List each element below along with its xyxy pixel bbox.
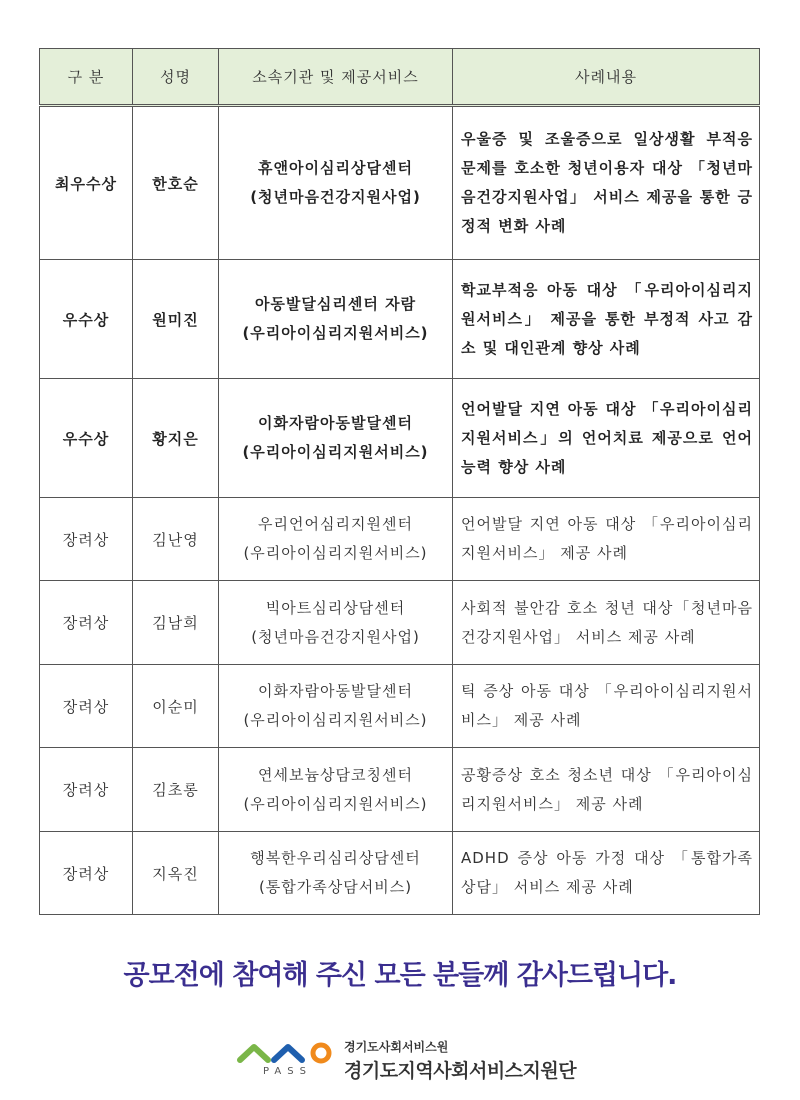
case-content: 틱 증상 아동 대상 「우리아이심리지원서비스」 제공 사례 bbox=[453, 665, 760, 748]
org-name: 휴앤아이심리상담센터 bbox=[258, 159, 413, 177]
org-service: (우리아이심리지원서비스) bbox=[243, 711, 428, 729]
org-name: 우리언어심리지원센터 bbox=[258, 515, 413, 533]
blue-chevron-icon bbox=[274, 1047, 302, 1060]
logo-pass-text: PASS bbox=[263, 1066, 312, 1077]
case-content: ADHD 증상 아동 가정 대상 「통합가족상담」 서비스 제공 사례 bbox=[453, 832, 760, 915]
table-row bbox=[40, 832, 760, 915]
award-category: 장려상 bbox=[40, 665, 133, 748]
table-row bbox=[40, 581, 760, 665]
org-cell bbox=[219, 379, 453, 498]
table-row bbox=[40, 260, 760, 379]
table-row bbox=[40, 498, 760, 581]
winner-name: 한호순 bbox=[133, 106, 219, 260]
org-service: (우리아이심리지원서비스) bbox=[243, 544, 428, 562]
case-content: 우울증 및 조울증으로 일상생활 부적응 문제를 호소한 청년이용자 대상 「청년마음건강지원사업」 서비스 제공을 통한 긍정적 변화 사례 bbox=[453, 106, 760, 260]
org-service: (우리아이심리지원서비스) bbox=[242, 324, 429, 342]
header-content: 사례내용 bbox=[453, 49, 760, 106]
winner-name: 황지은 bbox=[133, 379, 219, 498]
org-service: (우리아이심리지원서비스) bbox=[243, 794, 428, 813]
org-cell bbox=[219, 106, 453, 260]
awards-table bbox=[39, 48, 760, 915]
org-cell bbox=[219, 665, 453, 748]
header-name: 성명 bbox=[133, 49, 219, 106]
org-cell bbox=[219, 748, 453, 832]
case-content: 언어발달 지연 아동 대상 「우리아이심리지원서비스」의 언어치료 제공으로 언어능력 향상 사례 bbox=[453, 379, 760, 498]
winner-name: 이순미 bbox=[133, 665, 219, 748]
award-category: 장려상 bbox=[40, 748, 133, 832]
table-row bbox=[40, 665, 760, 748]
orange-circle-icon bbox=[313, 1045, 329, 1061]
table-row bbox=[40, 379, 760, 498]
award-category: 우수상 bbox=[40, 260, 133, 379]
org-name: 아동발달심리센터 자람 bbox=[254, 295, 417, 313]
org-name: 행복한우리심리상담센터 bbox=[250, 849, 421, 867]
award-category: 장려상 bbox=[40, 581, 133, 665]
org-service: (통합가족상담서비스) bbox=[258, 878, 413, 896]
org-cell bbox=[219, 832, 453, 915]
table-row bbox=[40, 106, 760, 260]
thanks-message: 공모전에 참여해 주신 모든 분들께 감사드립니다. bbox=[123, 960, 677, 991]
org-name: 빅아트심리상담센터 bbox=[265, 598, 406, 617]
logo-org-large: 경기도지역사회서비스지원단 bbox=[344, 1060, 577, 1082]
green-chevron-icon bbox=[240, 1047, 268, 1060]
case-content: 공황증상 호소 청소년 대상 「우리아이심리지원서비스」 제공 사례 bbox=[453, 748, 760, 832]
case-content: 언어발달 지연 아동 대상 「우리아이심리지원서비스」 제공 사례 bbox=[453, 498, 760, 581]
award-category: 장려상 bbox=[40, 498, 133, 581]
award-category: 최우수상 bbox=[40, 106, 133, 260]
org-cell bbox=[219, 260, 453, 379]
org-service: (우리아이심리지원서비스) bbox=[242, 443, 429, 461]
org-cell bbox=[219, 498, 453, 581]
winner-name: 김남희 bbox=[133, 581, 219, 665]
org-name: 이화자람아동발달센터 bbox=[258, 414, 413, 432]
table-row bbox=[40, 748, 760, 832]
pass-logo-mark-icon bbox=[237, 1040, 337, 1068]
case-content: 학교부적응 아동 대상 「우리아이심리지원서비스」 제공을 통한 부정적 사고 감소 및 대인관계 향상 사례 bbox=[453, 260, 760, 379]
winner-name: 김초롱 bbox=[133, 748, 219, 832]
header-category: 구 분 bbox=[40, 49, 133, 106]
org-logo bbox=[237, 1036, 597, 1084]
org-cell bbox=[219, 581, 453, 665]
org-service: (청년마음건강지원사업) bbox=[250, 188, 421, 206]
award-category: 장려상 bbox=[40, 832, 133, 915]
case-content: 사회적 불안감 호소 청년 대상「청년마음건강지원사업」 서비스 제공 사례 bbox=[453, 581, 760, 665]
winner-name: 원미진 bbox=[133, 260, 219, 379]
org-name: 연세보늄상담코칭센터 bbox=[258, 765, 413, 784]
winner-name: 김난영 bbox=[133, 498, 219, 581]
table-header-row bbox=[40, 49, 760, 106]
award-category: 우수상 bbox=[40, 379, 133, 498]
header-org: 소속기관 및 제공서비스 bbox=[219, 49, 453, 106]
winner-name: 지옥진 bbox=[133, 832, 219, 915]
org-service: (청년마음건강지원사업) bbox=[251, 627, 420, 646]
org-name: 이화자람아동발달센터 bbox=[258, 682, 413, 700]
logo-org-small: 경기도사회서비스원 bbox=[344, 1040, 449, 1054]
